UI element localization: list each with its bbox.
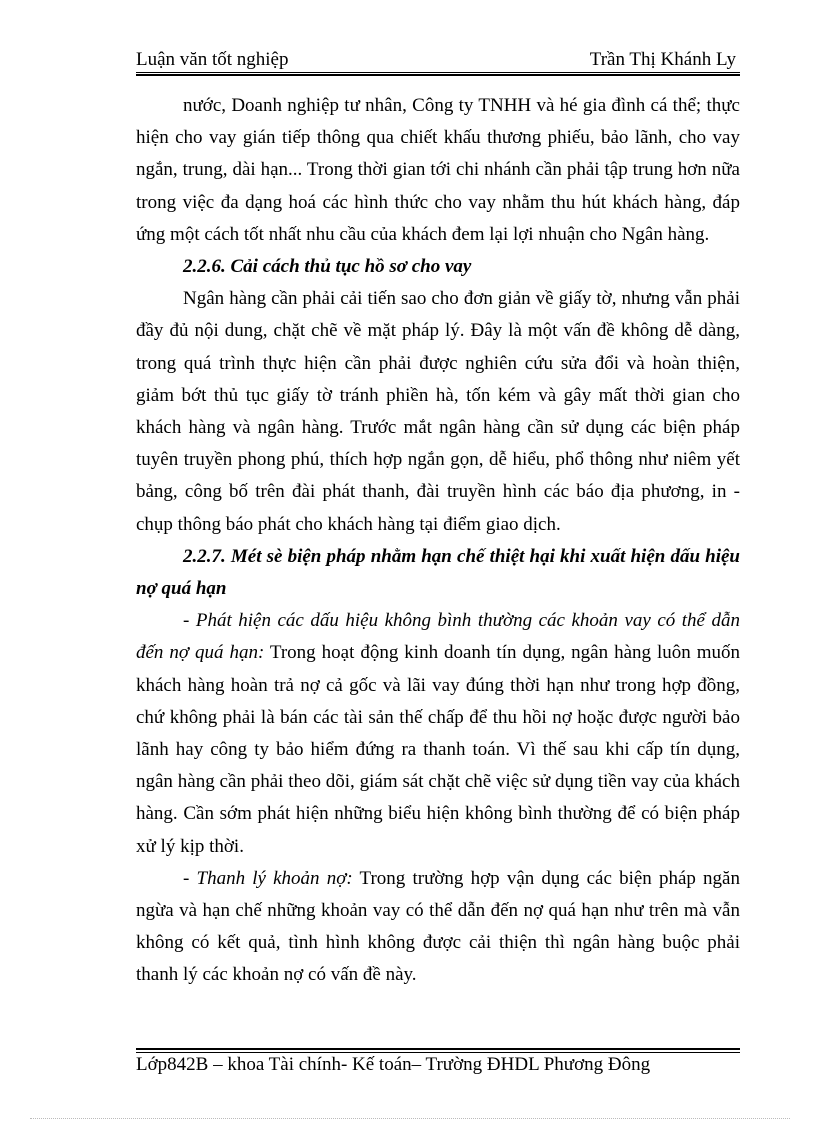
page-edge-dotted-line [30,1118,790,1119]
page-footer: Lớp842B – khoa Tài chính- Kế toán– Trường ĐHDL Phương Đông [136,1054,651,1075]
paragraph-liquidation-text: Trong trường hợp vận dụng các biện pháp ngăn ngừa và hạn chế những khoản vay có thể dẫn đến nợ quá hạn như trên mà vẫn không có kết quả, tình hình không được cải thiện thì ngân hàng buộc phải thanh lý các khoản nợ có vấn đề này. [136,867,740,986]
section-heading-2-2-7: 2.2.7. Mét sè biện pháp nhằm hạn chế thiệt hại khi xuất hiện dấu hiệu nợ quá hạn [136,545,740,600]
header-thesis-label: Luận văn tốt nghiệp [136,49,289,70]
section-heading-2-2-6: 2.2.6. Cải cách thủ tục hồ sơ cho vay [183,256,472,278]
paragraph-liquidation [136,863,740,992]
header-author-name: Trần Thị Khánh Ly [589,49,736,70]
header-rule [136,72,740,76]
page-header [136,47,740,73]
paragraph-detect-signs [136,605,740,863]
footer-rule [136,1048,740,1053]
page-body [136,90,740,992]
paragraph-liquidation-lead: - Thanh lý khoản nợ: [183,867,353,889]
paragraph-loan-procedure: Ngân hàng cần phải cải tiến sao cho đơn giản về giấy tờ, nhưng vẫn phải đầy đủ nội dung, chặt chẽ về mặt pháp lý. Đây là một vấn đề không dễ dàng, trong quá trình thực hiện cần phải được nghiên cứu sửa đổi và hoàn thiện, giảm bớt thủ tục giấy tờ tránh phiền hà, tốn kém và gây mất thời gian cho khách hàng và ngân hàng. Trước mắt ngân hàng cần sử dụng các biện pháp tuyên truyền phong phú, thích hợp ngắn gọn, dễ hiểu, phổ thông như niêm yết bảng, công bố trên đài phát thanh, đài truyền hình các báo địa phương, in - chụp thông báo phát cho khách hàng tại điểm giao dịch. [136,288,740,535]
paragraph-intro: nước, Doanh nghiệp tư nhân, Công ty TNHH và hé gia đình cá thể; thực hiện cho vay gián tiếp thông qua chiết khấu thương phiếu, bảo lãnh, cho vay ngắn, trung, dài hạn... Trong thời gian tới chi nhánh cần phải tập trung hơn nữa trong việc đa dạng hoá các hình thức cho vay nhằm thu hút khách hàng, đáp ứng một cách tốt nhất nhu cầu của khách đem lại lợi nhuận cho Ngân hàng. [136,95,740,245]
paragraph-detect-signs-text: Trong hoạt động kinh doanh tín dụng, ngân hàng luôn muốn khách hàng hoàn trả nợ cả gốc và lãi vay đúng thời hạn như trong hợp đồng, chứ không phải là bán các tài sản thế chấp để thu hồi nợ hoặc được người bảo lãnh hay công ty bảo hiểm đứng ra thanh toán. Vì thế sau khi cấp tín dụng, ngân hàng cần phải theo dõi, giám sát chặt chẽ việc sử dụng tiền vay của khách hàng. Cần sớm phát hiện những biểu hiện không bình thường để có biện pháp xử lý kịp thời. [136,642,740,857]
paragraph-detect-signs-lead: - Phát hiện các dấu hiệu không bình thường các khoản vay có thể dẫn đến nợ quá hạn: [136,610,740,664]
